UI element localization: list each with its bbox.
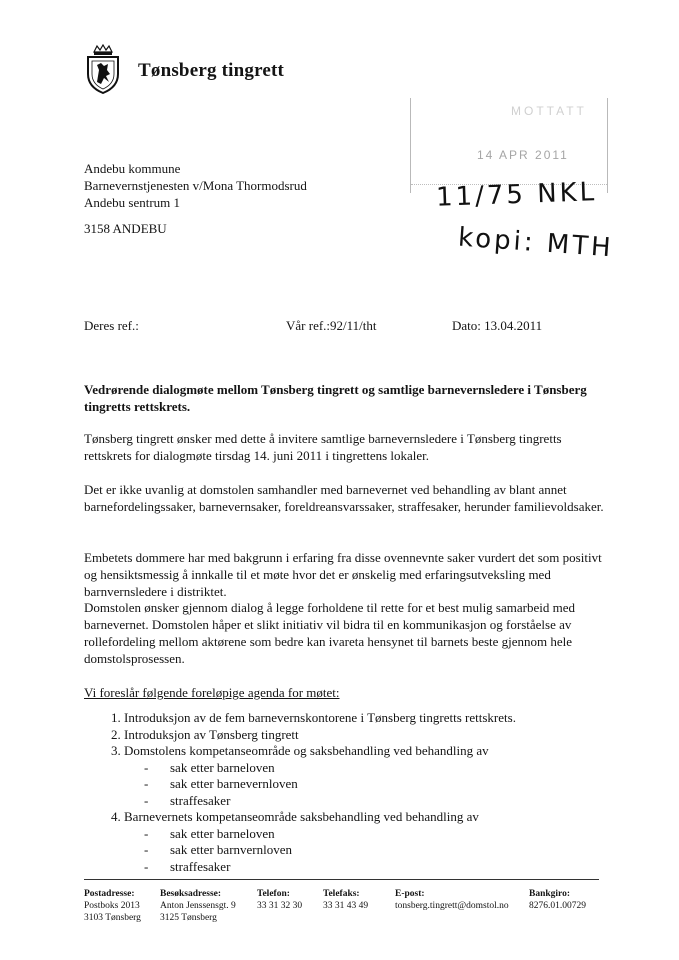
agenda-item (124, 809, 604, 875)
agenda-subitem: - straffesaker (144, 793, 604, 810)
letter-subject: Vedrørende dialogmøte mellom Tønsberg tingrett og samtlige barnevernsledere i Tønsberg tingretts rettskrets. (84, 382, 587, 414)
agenda-item-text: Domstolens kompetanseområde og saksbehandling ved behandling av (124, 743, 489, 758)
handwritten-copy-note: kopi: MTH (457, 222, 615, 264)
footer-value: tonsberg.tingrett@domstol.no (395, 901, 509, 911)
recipient-address (84, 160, 307, 211)
recipient-line: Barnevernstjenesten v/Mona Thormodsrud (84, 178, 307, 193)
footer-value: 3103 Tønsberg (84, 913, 141, 923)
handwritten-case-number: 11/75 NKL (435, 177, 598, 213)
agenda-subitem: - sak etter barnvernloven (144, 842, 604, 859)
footer-visiting-address (160, 888, 236, 924)
agenda-subitem: - straffesaker (144, 859, 604, 876)
agenda-item (124, 710, 604, 727)
agenda-list (84, 710, 604, 875)
footer-divider (84, 879, 599, 880)
footer-email (395, 888, 509, 912)
agenda-subitem: - sak etter barneloven (144, 826, 604, 843)
footer-label: Postadresse: (84, 889, 135, 899)
footer-phone (257, 888, 302, 912)
footer-value: 3125 Tønsberg (160, 913, 217, 923)
footer-value: 8276.01.00729 (529, 901, 586, 911)
stamp-date: 14 APR 2011 (477, 148, 569, 162)
footer-label: Telefon: (257, 889, 290, 899)
footer-label: Bankgiro: (529, 889, 571, 899)
body-paragraph: Embetets dommere har med bakgrunn i erfaring fra disse ovennevnte saker vurdert det som positivt og hensiktsmessig å innkalle til et møte hvor det er ønskelig med erfaringsutveksling med barnvernsledere i distriktet. (84, 550, 602, 599)
agenda-item-text: Barnevernets kompetanseområde saksbehandling ved behandling av (124, 809, 479, 824)
footer-value: Postboks 2013 (84, 901, 140, 911)
agenda-heading: Vi foreslår følgende foreløpige agenda for møtet: (84, 685, 340, 700)
footer-fax (323, 888, 368, 912)
letter-date: Dato: 13.04.2011 (452, 318, 543, 333)
footer-label: Telefaks: (323, 889, 360, 899)
agenda-subitem: - sak etter barnevernloven (144, 776, 604, 793)
body-paragraph: Tønsberg tingrett ønsker med dette å invitere samtlige barnevernsledere i Tønsberg tingretts rettskrets for dialogmøte tirsdag 14. juni 2011 i tingrettens lokaler. (84, 431, 562, 463)
stamp-label: MOTTATT (511, 104, 587, 118)
footer-value: 33 31 43 49 (323, 901, 369, 911)
body-paragraph: Det er ikke uvanlig at domstolen samhandler med barnevernet ved behandling av blant annet barnefordelingssaker, barnevernsaker, foreldreansvarssaker, straffesaker, herunder familievoldsaker. (84, 482, 604, 514)
their-reference: Deres ref.: (84, 318, 139, 333)
body-paragraph: Domstolen ønsker gjennom dialog å legge forholdene til rette for et best mulig samarbeid med barnevernet. Domstolen håper et slikt initiativ vil bidra til en kommunikasjon og forståelse av rollefordeling mellom aktørene som bedre kan ivareta hensynet til barnets beste gjennom hele domstolsprosessen. (84, 600, 575, 666)
footer-postal-address (84, 888, 141, 924)
norwegian-coat-of-arms-icon (84, 44, 122, 94)
agenda-item-text: Introduksjon av Tønsberg tingrett (124, 726, 299, 742)
footer-bank-account (529, 888, 586, 912)
our-reference: Vår ref.:92/11/tht (286, 318, 377, 333)
agenda-item (124, 727, 604, 744)
footer-label: E-post: (395, 889, 425, 899)
court-name: Tønsberg tingrett (138, 60, 285, 81)
footer-value: Anton Jenssensgt. 9 (160, 901, 236, 911)
recipient-postcode: 3158 ANDEBU (84, 221, 167, 236)
agenda-item (124, 743, 604, 809)
agenda-subitem: - sak etter barneloven (144, 760, 604, 777)
recipient-line: Andebu sentrum 1 (84, 195, 181, 210)
agenda-item-text: Introduksjon av de fem barnevernskontorene i Tønsberg tingretts rettskrets. (124, 710, 516, 725)
footer-label: Besøksadresse: (160, 889, 222, 899)
footer-value: 33 31 32 30 (257, 901, 303, 911)
recipient-line: Andebu kommune (84, 161, 181, 176)
